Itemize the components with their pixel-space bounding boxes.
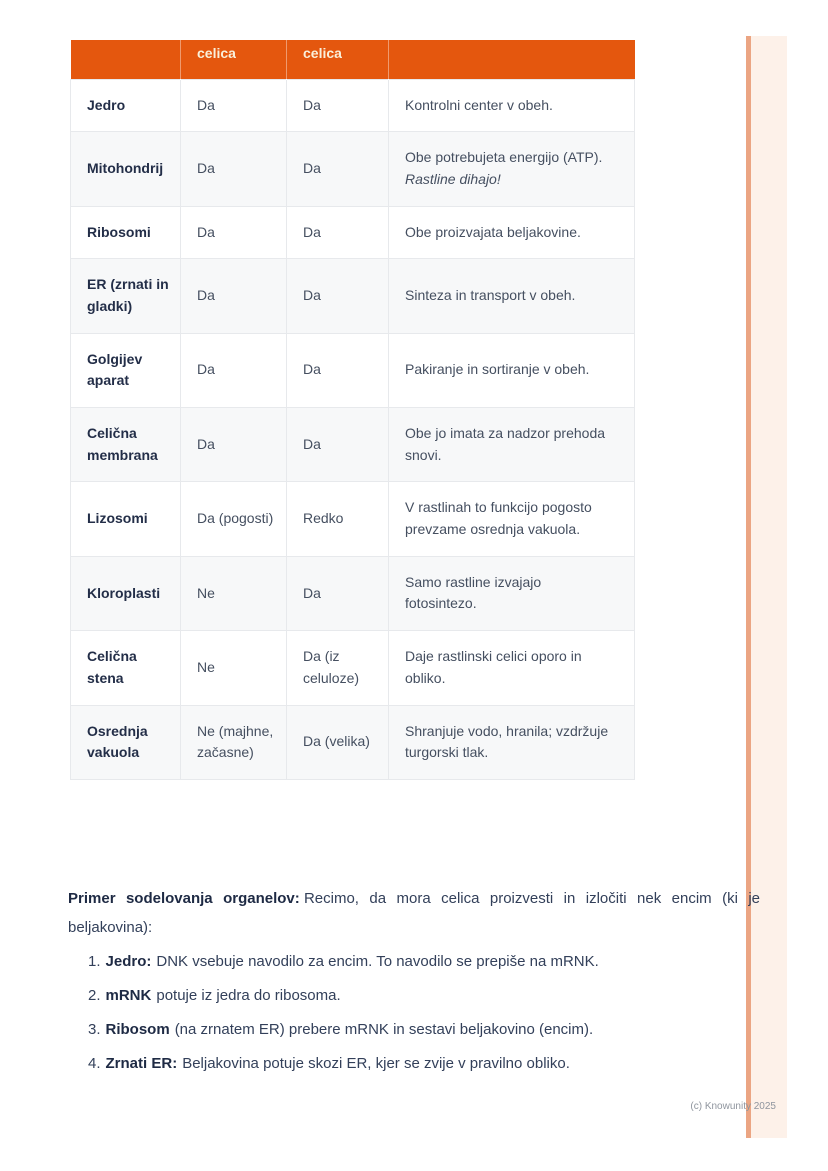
comment-cell: Sinteza in transport v obeh. xyxy=(389,259,635,333)
plant-cell-value: Da xyxy=(287,79,389,132)
plant-cell-value: Da (iz celuloze) xyxy=(287,631,389,705)
plant-cell-value: Da xyxy=(287,206,389,259)
intro-paragraph-lead: Primer sodelovanja organelov: xyxy=(68,890,300,907)
comment-cell: Samo rastline izvajajo fotosintezo. xyxy=(389,556,635,630)
plant-cell-value: Da xyxy=(287,259,389,333)
list-item-number: 3. xyxy=(88,1021,101,1038)
list-item-text: (na zrnatem ER) prebere mRNK in sestavi beljakovino (encim). xyxy=(174,1021,594,1038)
organelle-name-cell: Jedro xyxy=(71,79,181,132)
list-item xyxy=(88,1019,760,1040)
table-row xyxy=(71,556,635,630)
organelle-name-cell: Celična membrana xyxy=(71,408,181,482)
comment-cell: Obe proizvajata beljakovine. xyxy=(389,206,635,259)
list-item-number: 2. xyxy=(88,987,101,1004)
list-item-number: 1. xyxy=(88,953,101,970)
list-item-lead: Jedro: xyxy=(105,953,152,970)
table-row xyxy=(71,408,635,482)
table-row xyxy=(71,333,635,407)
list-item-lead: mRNK xyxy=(105,987,152,1004)
numbered-list xyxy=(88,951,760,1087)
organelle-name-cell: Osrednja vakuola xyxy=(71,705,181,779)
list-item-lead: Zrnati ER: xyxy=(105,1055,178,1072)
header-cell-comment xyxy=(389,40,635,79)
plant-cell-value: Da (velika) xyxy=(287,705,389,779)
table-row xyxy=(71,259,635,333)
header-cell-organelle xyxy=(71,40,181,79)
table-body xyxy=(71,79,635,779)
header-cell-animal-cell: celica xyxy=(181,40,287,79)
animal-cell-value: Da (pogosti) xyxy=(181,482,287,556)
list-item-text: potuje iz jedra do ribosoma. xyxy=(156,987,341,1004)
comment-cell: Pakiranje in sortiranje v obeh. xyxy=(389,333,635,407)
list-item-number: 4. xyxy=(88,1055,101,1072)
plant-cell-value: Da xyxy=(287,132,389,206)
plant-cell-value: Redko xyxy=(287,482,389,556)
comment-cell: Kontrolni center v obeh. xyxy=(389,79,635,132)
plant-cell-value: Da xyxy=(287,556,389,630)
comment-cell: Obe jo imata za nadzor prehoda snovi. xyxy=(389,408,635,482)
animal-cell-value: Da xyxy=(181,132,287,206)
organelle-comparison-table xyxy=(70,40,635,780)
table-row xyxy=(71,79,635,132)
table-row xyxy=(71,132,635,206)
comment-cell: Obe potrebujeta energijo (ATP). Rastline dihajo! xyxy=(389,132,635,206)
animal-cell-value: Da xyxy=(181,333,287,407)
list-item-text: DNK vsebuje navodilo za encim. To navodilo se prepiše na mRNK. xyxy=(156,953,599,970)
footer-copyright: (c) Knowunity 2025 xyxy=(690,1101,776,1112)
intro-paragraph-text: Recimo, da mora celica proizvesti in izločiti nek encim (ki je beljakovina): xyxy=(68,890,760,936)
organelle-name-cell: Kloroplasti xyxy=(71,556,181,630)
organelle-name-cell: Celična stena xyxy=(71,631,181,705)
table-row xyxy=(71,482,635,556)
comment-cell: V rastlinah to funkcijo pogosto prevzame osrednja vakuola. xyxy=(389,482,635,556)
table-row xyxy=(71,705,635,779)
animal-cell-value: Da xyxy=(181,206,287,259)
animal-cell-value: Ne xyxy=(181,631,287,705)
organelle-name-cell: Golgijev aparat xyxy=(71,333,181,407)
animal-cell-value: Da xyxy=(181,408,287,482)
animal-cell-value: Ne (majhne, začasne) xyxy=(181,705,287,779)
comment-cell: Daje rastlinski celici oporo in obliko. xyxy=(389,631,635,705)
list-item-text: Beljakovina potuje skozi ER, kjer se zvije v pravilno obliko. xyxy=(182,1055,570,1072)
animal-cell-value: Da xyxy=(181,79,287,132)
header-cell-plant-cell: celica xyxy=(287,40,389,79)
list-item xyxy=(88,951,760,972)
table-header-row xyxy=(71,40,635,79)
list-item-lead: Ribosom xyxy=(105,1021,170,1038)
animal-cell-value: Da xyxy=(181,259,287,333)
organelle-name-cell: Ribosomi xyxy=(71,206,181,259)
intro-paragraph xyxy=(68,884,760,942)
table-row xyxy=(71,206,635,259)
list-item xyxy=(88,1053,760,1074)
organelle-name-cell: Lizosomi xyxy=(71,482,181,556)
plant-cell-value: Da xyxy=(287,408,389,482)
comment-cell: Shranjuje vodo, hranila; vzdržuje turgorski tlak. xyxy=(389,705,635,779)
plant-cell-value: Da xyxy=(287,333,389,407)
table-row xyxy=(71,631,635,705)
list-item xyxy=(88,985,760,1006)
animal-cell-value: Ne xyxy=(181,556,287,630)
organelle-name-cell: Mitohondrij xyxy=(71,132,181,206)
organelle-name-cell: ER (zrnati in gladki) xyxy=(71,259,181,333)
